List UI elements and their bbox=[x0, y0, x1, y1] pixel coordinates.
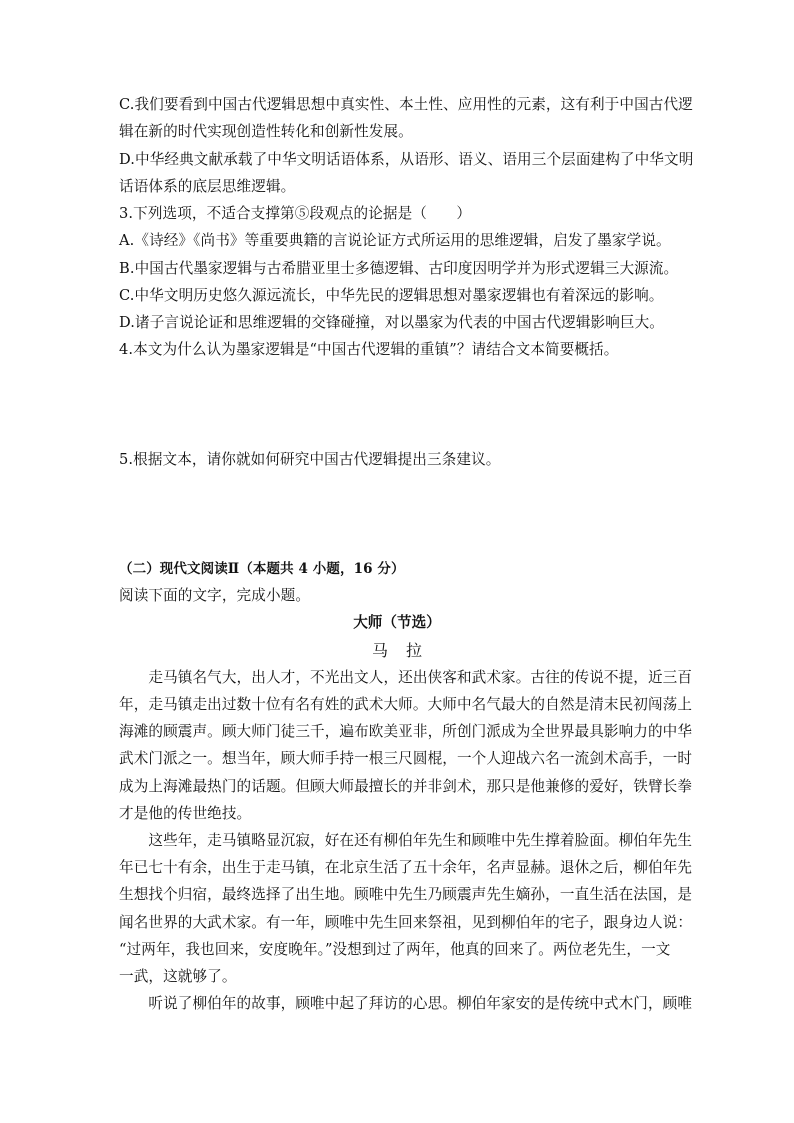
passage-line: “过两年，我也回来，安度晚年。”没想到过了两年，他真的回来了。两位老先生，一文 bbox=[119, 941, 671, 958]
passage-line: 走马镇名气大，出人才，不光出文人，还出侠客和武术家。古往的传说不提，近三百 bbox=[119, 669, 693, 686]
q3-stem: 3.下列选项，不适合支撑第⑤段观点的论据是（ ） bbox=[119, 205, 472, 222]
passage-line: 武术门派之一。想当年，顾大师手持一根三尺圆棍，一个人迎战六名一流剑术高手，一时 bbox=[119, 750, 693, 767]
q3-option-c: C.中华文明历史悠久源远流长，中华先民的逻辑思想对墨家逻辑也有着深远的影响。 bbox=[119, 287, 664, 304]
q3-option-d: D.诸子言说论证和思维逻辑的交锋碰撞，对以墨家为代表的中国古代逻辑影响巨大。 bbox=[119, 314, 664, 331]
q2-option-c-line1: C.我们要看到中国古代逻辑思想中真实性、本土性、应用性的元素，这有利于中国古代逻 bbox=[119, 96, 693, 113]
passage-line: 海滩的顾震声。顾大师门徒三千，遍布欧美亚非，所创门派成为全世界最具影响力的中华 bbox=[119, 723, 693, 740]
passage-author: 马拉 bbox=[371, 641, 440, 660]
section-heading: （二）现代文阅读Ⅱ（本题共 4 小题，16 分） bbox=[119, 561, 405, 577]
q2-option-d-line1: D.中华经典文献承载了中华文明话语体系，从语形、语义、语用三个层面建构了中华文明 bbox=[119, 151, 694, 168]
q2-option-c-line2: 辑在新的时代实现创造性转化和创新性发展。 bbox=[119, 123, 413, 140]
passage-line: 才是他的传世绝技。 bbox=[119, 805, 252, 822]
passage-line: 成为上海滩最热门的话题。但顾大师最擅长的并非剑术，那只是他兼修的爱好，铁臂长拳 bbox=[119, 778, 693, 795]
q2-option-d-line2: 话语体系的底层思维逻辑。 bbox=[119, 178, 296, 195]
passage-title: 大师（节选） bbox=[353, 614, 441, 631]
passage-line: 这些年，走马镇略显沉寂，好在还有柳伯年先生和顾唯中先生撑着脸面。柳伯年先生 bbox=[119, 832, 693, 849]
passage-line: 闻名世界的大武术家。有一年，顾唯中先生回来祭祖，见到柳伯年的宅子，跟身边人说： bbox=[119, 914, 693, 931]
passage-line: 年，走马镇走出过数十位有名有姓的武术大师。大师中名气最大的自然是清末民初闯荡上 bbox=[119, 696, 693, 713]
q3-option-a: A.《诗经》《尚书》等重要典籍的言说论证方式所运用的思维逻辑，启发了墨家学说。 bbox=[119, 232, 671, 249]
q5-stem: 5.根据文本，请你就如何研究中国古代逻辑提出三条建议。 bbox=[119, 451, 501, 468]
q3-option-b: B.中国古代墨家逻辑与古希腊亚里士多德逻辑、古印度因明学并为形式逻辑三大源流。 bbox=[119, 260, 679, 277]
passage-line: 听说了柳伯年的故事，顾唯中起了拜访的心思。柳伯年家安的是传统中式木门，顾唯 bbox=[119, 995, 693, 1012]
q4-stem: 4.本文为什么认为墨家逻辑是“中国古代逻辑的重镇”？请结合文本简要概括。 bbox=[119, 341, 619, 358]
passage-line: 年已七十有余，出生于走马镇，在北京生活了五十余年，名声显赫。退休之后，柳伯年先 bbox=[119, 859, 693, 876]
passage-line: 一武，这就够了。 bbox=[119, 968, 237, 985]
reading-instruction: 阅读下面的文字，完成小题。 bbox=[119, 587, 311, 604]
passage-line: 生想找个归宿，最终选择了出生地。顾唯中先生乃顾震声先生嫡孙，一直生活在法国，是 bbox=[119, 886, 693, 903]
